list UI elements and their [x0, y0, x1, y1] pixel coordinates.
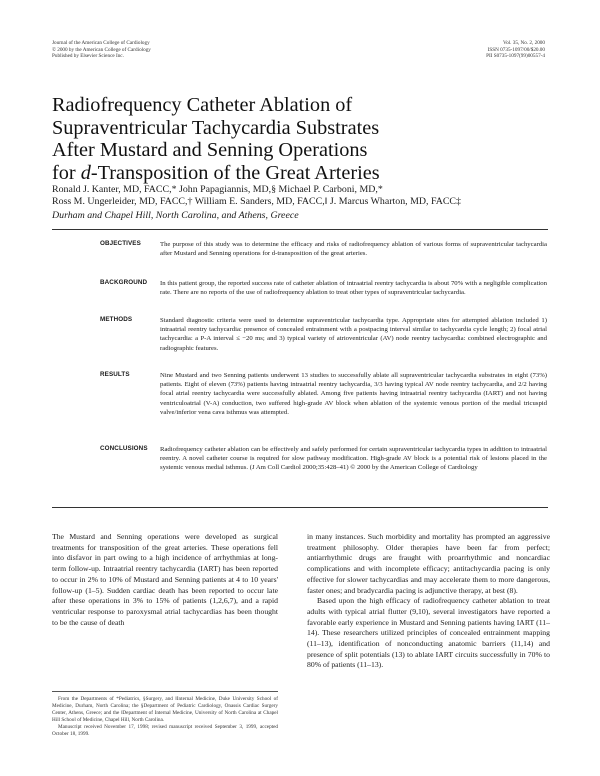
- copyright-line: © 2000 by the American College of Cardiology: [52, 46, 151, 53]
- issn: ISSN 0735-1097/00/$20.00: [487, 46, 545, 53]
- body-paragraph: The Mustard and Senning operations were developed as surgical treatments for transposition of the great arteries. These operations fell into disfavor in part owing to a high incidence of arrhythmias at long-term follow-up. Intraatrial reentry tachycardia (IART) has been reported to occur in 2% to 10% of Mustard and Senning patients at 4 to 10 years' follow-up (1–5). Sudden cardiac death has been reported to occur late after these operations in 3% to 15% of patients (1,2,6,7), and a rapid ventricular response to paroxysmal atrial tachycardias has been thought to be the cause of death: [52, 532, 278, 627]
- publisher-line: Published by Elsevier Science Inc.: [52, 53, 124, 60]
- footnote: [52, 696, 278, 737]
- body-paragraph: in many instances. Such morbidity and mortality has prompted an aggressive treatment philosophy. Older therapies have been far from perfect; antiarrhythmic drugs are fraught with proarrhythmic and noncardiac complications and with incomplete efficacy; antitachycardia pacing is only effective for slower tachycardias and may accelerate them to more dangerous, faster ones; and bradycardia pacing is adjunctive therapy, at best (8).: [307, 532, 550, 595]
- title-prefix: for: [52, 161, 81, 184]
- abstract-text: Radiofrequency catheter ablation can be effectively and safely performed for certain supraventricular tachycardia types in addition to intraatrial reentry. A novel catheter course is required for slow pathway modification. High-grade AV block is a potential risk of lesions placed in the systemic venous medial isthmus. (J Am Coll Cardiol 2000;35:428–41) © 2000 by the American College of Cardiology: [160, 446, 547, 472]
- journal-name: Journal of the American College of Cardiology: [52, 40, 150, 46]
- abstract-top-rule: [52, 229, 548, 230]
- abstract-text: Nine Mustard and two Senning patients underwent 13 studies to successfully ablate all supraventricular tachycardia substrates in eight (73%) patients. Eight of eleven (73%) patients having intraatrial reentry tachycardia, 3/3 having typical AV node reentry tachycardia, and 2/2 having focal atrial reentry tachycardia were successfully ablated. Among five patients having intraatrial reentry tachycardia (IART) and not having ventriculoatrial (V-A) conduction, two suffered high-grade AV block when ablation of the systemic venous portion of the medial tricuspid valve/inferior vena cava isthmus was attempted.: [160, 372, 547, 416]
- abstract-bottom-rule: [52, 507, 548, 508]
- author-line: Ronald J. Kanter, MD, FACC,* John Papagiannis, MD,§ Michael P. Carboni, MD,*: [52, 184, 383, 195]
- author-line: Ross M. Ungerleider, MD, FACC,† William E. Sanders, MD, FACC,‖ J. Marcus Wharton, MD, FACC‡: [52, 196, 461, 208]
- body-paragraph: Based upon the high efficacy of radiofrequency catheter ablation to treat adults with typical atrial flutter (9,10), several investigators have reported a favorable early experience in Mustard and Senning patients having IART (11–14). These researchers utilized principles of concealed entrainment mapping (11–13), identification of nonconducting anatomic barriers (11,14) and presence of split potentials (13) to ablate IART circuits successfully in 70% to 80% of patients (11–13).: [307, 596, 550, 670]
- abstract-text: In this patient group, the reported success rate of catheter ablation of intraatrial reentry tachycardia is about 70% with a negligible complication rate. There are no reports of the use of radiofrequency ablation to treat other types of supraventricular tachycardia.: [160, 280, 547, 297]
- volume-info: [486, 40, 545, 60]
- affiliations-note: From the Departments of *Pediatrics, §Surgery, and ‖Internal Medicine, Duke University School of Medicine, Durham, North Carolina; the §Department of Pediatric Cardiology, Onassis Cardiac Surgery Center, Athens, Greece; and the ‖Department of Internal Medicine, University of North Carolina at Chapel Hill School of Medicine, Chapel Hill, North Carolina.: [52, 696, 278, 723]
- pii: PII S0735-1097(99)00557-4: [486, 53, 545, 60]
- author-locations: Durham and Chapel Hill, North Carolina, and Athens, Greece: [52, 210, 299, 221]
- abstract-text: The purpose of this study was to determine the efficacy and risks of radiofrequency ablation of various forms of supraventricular tachycardia after Mustard and Senning operations for d-transposition of the great arteries.: [160, 241, 547, 258]
- abstract-heading: RESULTS: [100, 371, 130, 378]
- title-line: [52, 162, 552, 185]
- title-line: Supraventricular Tachycardia Substrates: [52, 116, 380, 139]
- body-right-column: [307, 532, 550, 671]
- manuscript-dates: Manuscript received November 17, 1998; revised manuscript received September 3, 1999, accepted October 18, 1999.: [52, 723, 278, 737]
- footnote-rule: [52, 691, 278, 692]
- article-title: [52, 94, 552, 184]
- volume-issue: Vol. 35, No. 2, 2000: [503, 40, 545, 46]
- abstract-text: Standard diagnostic criteria were used to determine supraventricular tachycardia type. Appropriate sites for attempted ablation included 1) intraatrial reentry tachycardia: presence of concealed entrainment with a postpacing interval similar to tachycardia cycle length; 2) focal atrial tachycardia: a P-A interval ≤ −20 ms; and 3) typical variety of atrioventricular (AV) node reentry tachycardia: combined electrographic and radiographic features.: [160, 317, 547, 352]
- abstract-heading: CONCLUSIONS: [100, 445, 148, 452]
- body-left-column: [52, 532, 278, 628]
- journal-header: [52, 40, 151, 60]
- abstract-heading: BACKGROUND: [100, 279, 148, 286]
- abstract-heading: METHODS: [100, 316, 133, 323]
- title-line: Radiofrequency Catheter Ablation of: [52, 94, 353, 116]
- title-line: After Mustard and Senning Operations: [52, 139, 368, 162]
- author-list: [52, 184, 552, 208]
- title-italic-d: d: [80, 161, 91, 184]
- abstract-heading: OBJECTIVES: [100, 240, 141, 247]
- title-suffix: -Transposition of the Great Arteries: [90, 161, 380, 184]
